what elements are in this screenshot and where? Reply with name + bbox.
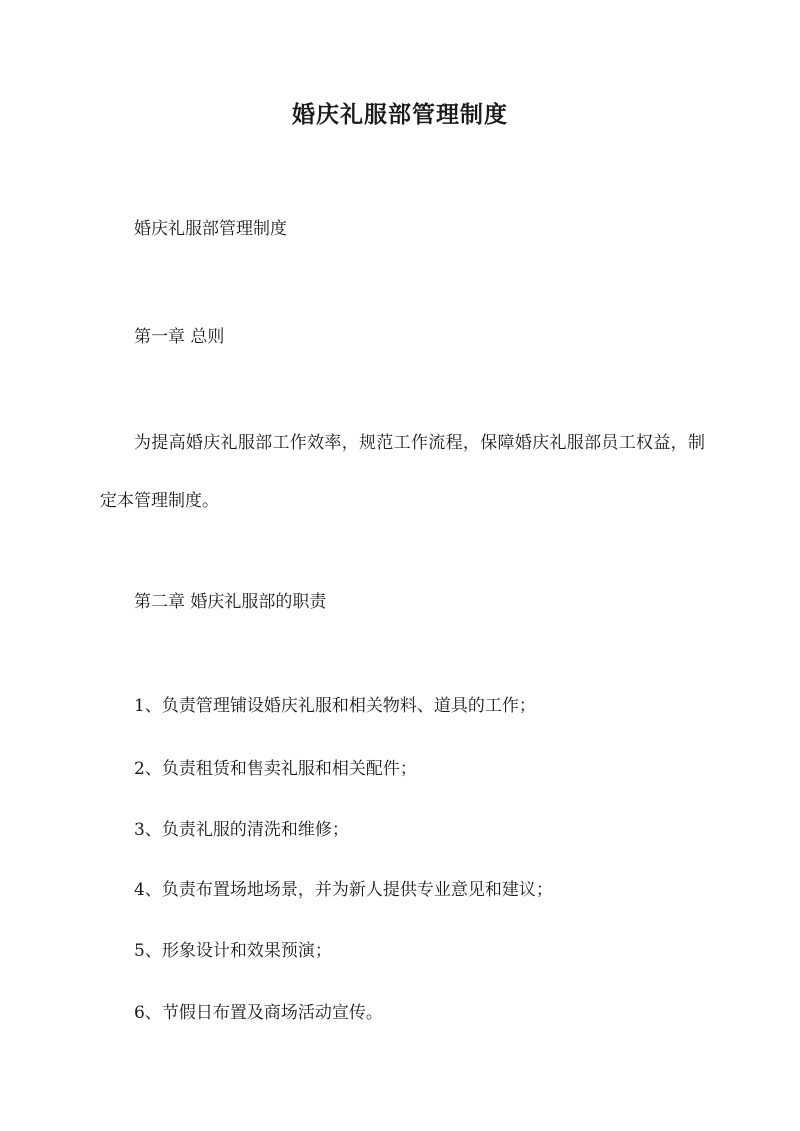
duty-item-4: 4、负责布置场地场景，并为新人提供专业意见和建议； xyxy=(134,880,553,900)
duty-item-2: 2、负责租赁和售卖礼服和相关配件； xyxy=(134,759,417,779)
general-principle-paragraph: 为提高婚庆礼服部工作效率，规范工作流程，保障婚庆礼服部员工权益，制定本管理制度。 xyxy=(100,433,705,511)
duty-item-3: 3、负责礼服的清洗和维修； xyxy=(134,820,349,840)
duty-item-1: 1、负责管理铺设婚庆礼服和相关物料、道具的工作； xyxy=(134,696,536,716)
chapter-two-heading: 第二章 婚庆礼服部的职责 xyxy=(134,592,327,612)
duty-item-6: 6、节假日布置及商场活动宣传。 xyxy=(134,1003,383,1023)
chapter-one-heading: 第一章 总则 xyxy=(134,327,225,347)
subtitle-paragraph: 婚庆礼服部管理制度 xyxy=(134,219,287,239)
duty-item-5: 5、形象设计和效果预演； xyxy=(134,941,332,961)
document-title: 婚庆礼服部管理制度 xyxy=(292,101,508,128)
